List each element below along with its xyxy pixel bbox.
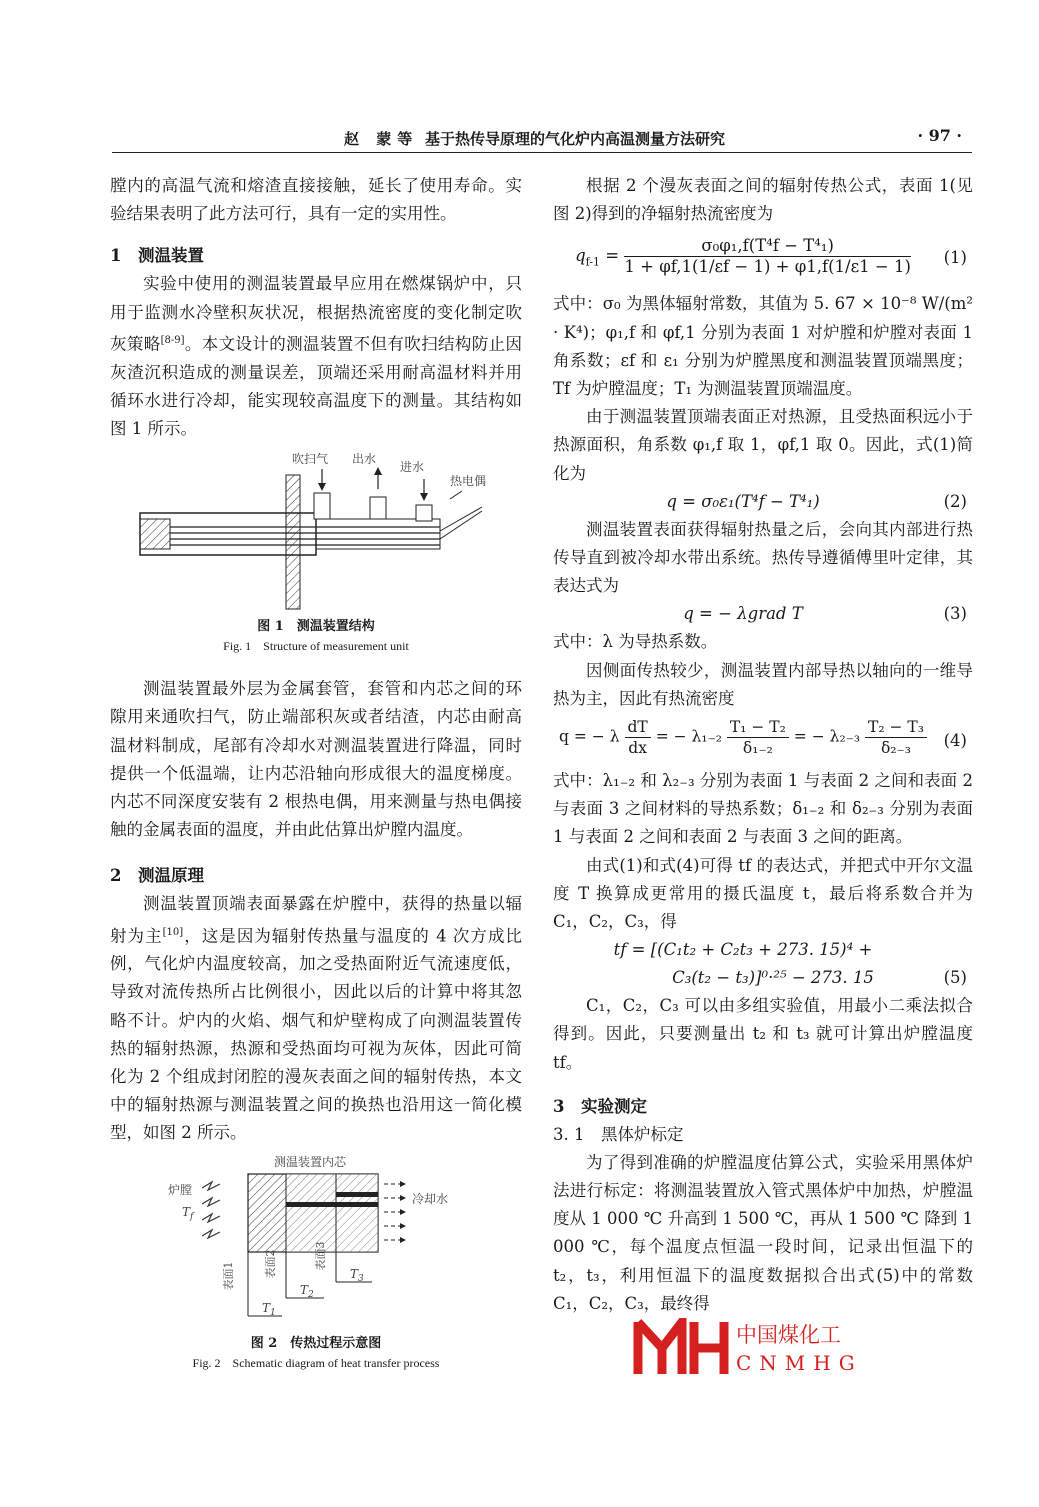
header-title: 基于热传导原理的气化炉内高温测量方法研究 (425, 130, 726, 148)
fig2-label-core: 测温装置内芯 (273, 1154, 347, 1169)
section-3-heading: 3 实验测定 (553, 1096, 647, 1116)
figure-2-caption-cn: 图 2 传热过程示意图 (250, 1335, 382, 1351)
paragraph-blackbody: 为了得到准确的炉膛温度估算公式，实验采用黑体炉法进行标定：将测温装置放入管式黑体炉中加热，炉膛温度从 1 000 ℃ 升高到 1 500 ℃，再从 1 500 ℃ 降到 1 000 ℃，每个温度点恒温一段时间，记录出恒温下的 t₂，t₃，利用恒温下的温度数据拟合出式(5)中的常数 C₁，C₂，C₃，最终得 (553, 1152, 973, 1313)
equation-1: $q_{f-1}$ = $\frac{\text{σ₀φ₁,f(T⁴f − T⁴₁)}}{1 + \varphi f,1(1/\varepsilon f - 1) + \varphi 1,f(1/\varepsilon 1 - 1)}$ (1) (575, 236, 967, 277)
right-column (553, 172, 973, 1318)
section-2-paragraph-1: 测温装置顶端表面暴露在炉膛中，获得的热量以辐射为主[10]，这是因为辐射传热量与温度的 4 次方成比例，气化炉内温度较高，加之受热面附近气流速度低，导致对流传热所占比例很小，因此以后的计算中将其忽略不计。炉内的火焰、烟气和炉壁构成了向测温装置传热的辐射热源，热源和受热面均可视为灰体，因此可简化为 2 个组成封闭腔的漫灰表面之间的辐射传热，本文中的辐射热源与测温装置之间的换热也沿用这一简化模型，如图 2 所示。 (110, 894, 523, 1143)
fig2-label-t1: $T_1$ (262, 1300, 276, 1318)
running-header (112, 124, 972, 153)
fig2-label-surface-3: 表面3 (314, 1241, 327, 1271)
fig2-label-t3: $T_3$ (350, 1266, 364, 1284)
section-1-heading: 1 测温装置 (110, 246, 204, 266)
fig1-label-purge: 吹扫气 (291, 452, 329, 467)
watermark-en-text: CNMHG (736, 1351, 863, 1375)
fig2-label-tf: $T_f$ (182, 1204, 194, 1222)
fig1-label-out: 出水 (351, 452, 377, 467)
citation[interactable]: [10] (162, 926, 184, 938)
figure-2 (110, 1152, 522, 1372)
cnmhg-watermark-logo (632, 1318, 962, 1378)
section-3-1-heading: 3. 1 黑体炉标定 (553, 1124, 684, 1144)
paragraph-eq1-definitions: 式中：σ₀ 为黑体辐射常数，其值为 5. 67 × 10⁻⁸ W/(m² · K⁴)；φ₁,f 和 φf,1 分别为表面 1 对炉膛和炉膛对表面 1 角系数；εf 和 ε₁ 分别为炉膛黑度和测温装置顶端黑度；Tf 为炉膛温度；T₁ 为测温装置顶端温度。 (553, 294, 973, 399)
fig2-label-furnace: 炉膛 (167, 1182, 193, 1197)
equation-4: q = − λ $\frac{dT}{dx}$ = − λ₁₋₂ $\frac{\text{T₁ − T₂}}{\text{δ₁₋₂}}$ = − λ₂₋₃ $\frac{\text{T₂ − T₃}}{\text{δ₂₋₃}}$ (4) (559, 718, 967, 758)
figure-1-caption-en: Fig. 1 Structure of measurement unit (223, 639, 409, 654)
paragraph-simplification: 由于测温装置顶端表面正对热源，且受热面积远小于热源面积，角系数 φ₁,f 取 1，φf,1 取 0。因此，式(1)简化为 (553, 407, 973, 483)
section-1-paragraph-2: 测温装置最外层为金属套管，套管和内芯之间的环隙用来通吹扫气，防止端部积灰或者结渣，内芯由耐高温材料制成，尾部有冷却水对测温装置进行降温，同时提供一个低温端，让内芯沿轴向形成很大的温度梯度。内芯不同深度安装有 2 根热电偶，用来测量与热电偶接触的金属表面的温度，并由此估算出炉膛内温度。 (110, 679, 522, 840)
fig1-label-in: 进水 (399, 460, 425, 475)
equation-5-line-2: C₃(t₂ − t₃)]⁰·²⁵ − 273. 15 (5) (672, 968, 967, 988)
watermark-cn-text: 中国煤化工 (736, 1323, 841, 1347)
eq1-numerator: σ₀φ₁,f(T⁴f − T⁴₁) (624, 236, 911, 257)
paragraph-tf-derivation: 由式(1)和式(4)可得 tf 的表达式，并把式中开尔文温度 T 换算成更常用的摄氏温度 t，最后将系数合并为 C₁，C₂，C₃，得 (553, 855, 973, 932)
figure-1-caption-cn: 图 1 测温装置结构 (257, 619, 375, 635)
section-2-heading: 2 测温原理 (110, 866, 204, 886)
equation-2: q = σ₀ε₁(T⁴f − T⁴₁) (2) (666, 491, 967, 511)
intro-paragraph: 膛内的高温气流和熔渣直接接触，延长了使用寿命。实验结果表明了此方法可行，具有一定的实用性。 (110, 176, 522, 224)
fig2-label-t2: $T_2$ (300, 1282, 314, 1300)
figure-2-caption-en: Fig. 2 Schematic diagram of heat transfer process (192, 1355, 440, 1370)
eq1-denominator: 1 + φf,1(1/εf − 1) + φ1,f(1/ε1 − 1) (624, 257, 911, 277)
paragraph-lambda: 式中：λ 为导热系数。 (553, 632, 718, 652)
section-1-paragraph-1: 实验中使用的测温装置最早应用在燃煤锅炉中，只用于监测水冷壁积灰状况，根据热流密度的变化制定吹灰策略[8-9]。本文设计的测温装置不但有吹扫结构防止因灰渣沉积造成的测量误差，顶端还采用耐高温材料并用循环水进行冷却，能实现较高温度下的测量。其结构如图 1 所示。 (110, 274, 523, 438)
paragraph-one-dim: 因侧面传热较少，测温装置内部导热以轴向的一维导热为主，因此有热流密度 (553, 660, 973, 708)
page-number: · 97 · (917, 126, 962, 145)
eq1-number: (1) (943, 248, 967, 268)
fig2-label-surface-1: 表面1 (222, 1261, 235, 1291)
citation[interactable]: [8-9] (160, 334, 185, 346)
figure-1-drawing (110, 447, 522, 617)
fig1-label-thermocouple: 热电偶 (449, 474, 487, 489)
header-authors: 赵 蒙等 (344, 130, 419, 148)
left-column (110, 172, 522, 1372)
paragraph-radiation: 根据 2 个漫灰表面之间的辐射传热公式，表面 1(见图 2)得到的净辐射热流密度为 (553, 176, 973, 224)
fig2-label-surface-2: 表面2 (264, 1249, 277, 1279)
paragraph-eq4-definitions: 式中：λ₁₋₂ 和 λ₂₋₃ 分别为表面 1 与表面 2 之间和表面 2 与表面 3 之间材料的导热系数；δ₁₋₂ 和 δ₂₋₃ 分别为表面 1 与表面 2 之间和表面 2 与表面 3 之间的距离。 (553, 771, 973, 847)
equation-3: q = − λgrad T (3) (683, 604, 967, 624)
figure-2-drawing (110, 1152, 522, 1334)
cnmhg-logo-icon (632, 1318, 962, 1378)
paragraph-least-squares: C₁，C₂，C₃ 可以由多组实验值，用最小二乘法拟合得到。因此，只要测量出 t₂ 和 t₃ 就可计算出炉膛温度 tf。 (553, 996, 973, 1072)
equation-5-line-1: tf = [(C₁t₂ + C₂t₃ + 273. 15)⁴ + (613, 940, 873, 960)
paragraph-conduction: 测温装置表面获得辐射热量之后，会向其内部进行热传导直到被冷却水带出系统。热传导遵循傅里叶定律，其表达式为 (553, 519, 973, 596)
figure-1 (110, 447, 522, 655)
fig2-label-coolant: 冷却水 (412, 1191, 449, 1206)
